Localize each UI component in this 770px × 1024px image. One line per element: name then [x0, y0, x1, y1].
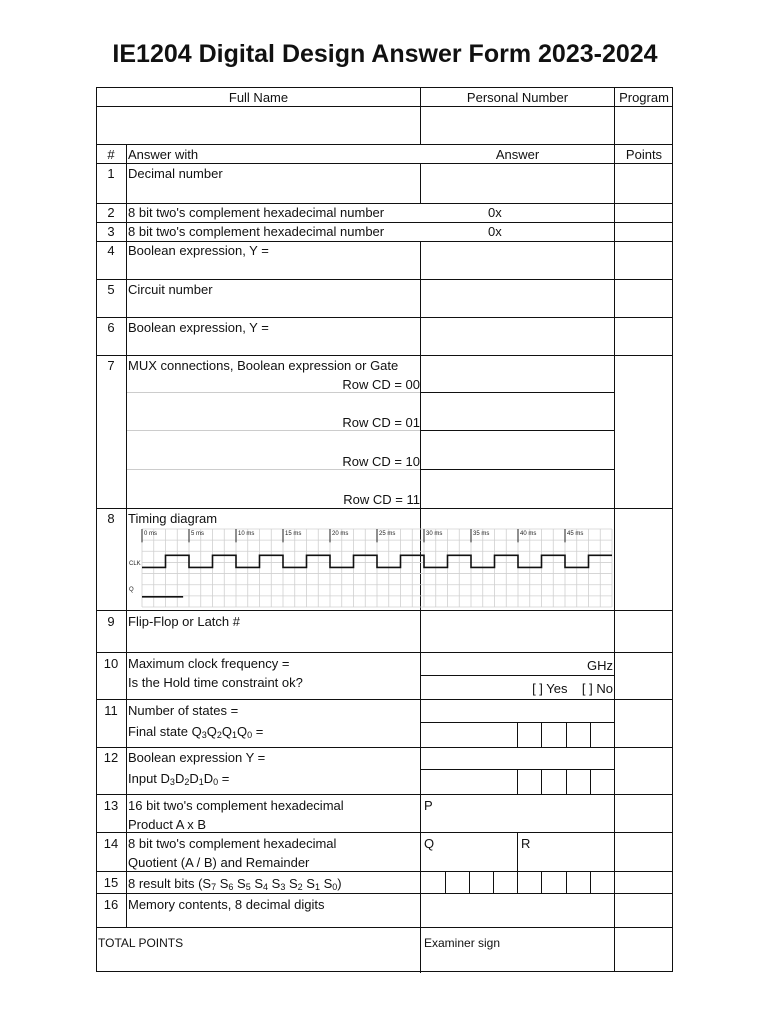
mux-subrow-rule	[127, 469, 420, 470]
row-label: Flip-Flop or Latch #	[128, 614, 240, 629]
v-rule	[541, 722, 542, 748]
h-rule	[420, 392, 615, 393]
v-rule	[126, 144, 127, 928]
v-rule	[590, 769, 591, 795]
h-rule	[96, 610, 673, 611]
h-rule	[420, 469, 615, 470]
h-rule	[96, 871, 673, 872]
time-tick-label: 30 ms	[426, 531, 443, 537]
row-label: 16 bit two's complement hexadecimal	[128, 798, 344, 813]
clk-waveform	[142, 555, 612, 567]
hex-prefix: 0x	[488, 224, 502, 239]
h-rule	[420, 675, 615, 676]
row-label: Boolean expression Y =	[128, 750, 266, 765]
mux-row-label: Row CD = 10	[342, 454, 420, 469]
row-number: 12	[103, 750, 119, 765]
v-rule	[541, 769, 542, 795]
row-number: 3	[107, 224, 115, 239]
h-rule	[96, 87, 673, 88]
v-rule	[517, 871, 518, 894]
h-rule	[96, 222, 673, 223]
field-p-label: P	[424, 798, 433, 813]
h-rule	[96, 699, 673, 700]
mux-row-label: Row CD = 01	[342, 415, 420, 430]
v-rule	[590, 722, 591, 748]
clk-label: CLK	[129, 561, 141, 567]
timing-diagram[interactable]	[128, 527, 614, 609]
time-tick-label: 5 ms	[191, 531, 205, 537]
h-rule	[96, 794, 673, 795]
v-rule	[493, 871, 494, 894]
hex-prefix: 0x	[488, 205, 502, 220]
v-rule	[590, 871, 591, 894]
h-rule	[96, 971, 673, 972]
field-r-label: R	[521, 836, 531, 851]
mux-row-label: Row CD = 11	[343, 492, 420, 507]
row-label: Timing diagram	[128, 511, 218, 526]
row-label: Number of states =	[128, 703, 239, 718]
points-column-header: Points	[625, 147, 663, 162]
row-label: Maximum clock frequency =	[128, 656, 290, 671]
v-rule	[445, 871, 446, 894]
timing-grid	[128, 527, 614, 609]
row-label: Boolean expression, Y =	[128, 243, 269, 258]
num-column-header: #	[107, 147, 115, 162]
program-field[interactable]	[615, 106, 672, 144]
row-number: 1	[107, 166, 115, 181]
h-rule	[96, 832, 673, 833]
v-rule	[517, 832, 518, 872]
time-tick-label: 35 ms	[473, 531, 490, 537]
row-number: 9	[107, 614, 115, 629]
h-rule	[96, 747, 673, 748]
row-label-2: Product A x B	[128, 817, 207, 832]
row-number: 8	[107, 511, 115, 526]
mux-subrow-rule	[127, 430, 420, 431]
v-rule	[469, 871, 470, 894]
v-rule	[566, 871, 567, 894]
h-rule	[96, 893, 673, 894]
time-tick-label: 45 ms	[567, 531, 584, 537]
row-number: 4	[107, 243, 115, 258]
h-rule	[96, 355, 673, 356]
answer-with-column-header: Answer with	[128, 147, 199, 162]
row-label: 8 bit two's complement hexadecimal	[128, 836, 337, 851]
h-rule	[96, 203, 673, 204]
full-name-header: Full Name	[228, 90, 289, 105]
page-title: IE1204 Digital Design Answer Form 2023-2024	[112, 40, 658, 68]
row-label: 8 bit two's complement hexadecimal number	[128, 224, 385, 239]
yes-no-options[interactable]: [ ] Yes [ ] No	[532, 681, 613, 696]
row-label-2: Input $D_3D_2D_1D_0$ =	[128, 771, 230, 787]
mux-subrow-rule	[127, 392, 420, 393]
row-number: 16	[103, 897, 119, 912]
total-points-label: TOTAL POINTS	[98, 936, 184, 950]
personal-number-field[interactable]	[421, 106, 614, 144]
row-label-2: Is the Hold time constraint ok?	[128, 675, 303, 690]
field-q-label: Q	[424, 836, 435, 851]
h-rule	[96, 317, 673, 318]
v-rule	[420, 163, 421, 204]
v-rule	[517, 722, 518, 748]
v-rule	[672, 87, 673, 972]
row-label: 8 result bits ($S_7$ $S_6$ $S_5$ $S_4$ $S_3$ $S_2$ $S_1$ $S_0$)	[128, 876, 342, 892]
row-number: 11	[104, 703, 118, 718]
row-label: Boolean expression, Y =	[128, 320, 269, 335]
program-header: Program	[619, 90, 669, 105]
mux-row-label: Row CD = 00	[342, 377, 420, 392]
row-number: 2	[107, 205, 115, 220]
row-number: 13	[103, 798, 119, 813]
v-rule	[541, 871, 542, 894]
row-number: 7	[107, 358, 115, 373]
row-label: Decimal number	[128, 166, 223, 181]
h-rule	[96, 508, 673, 509]
row-label: 8 bit two's complement hexadecimal number	[128, 205, 385, 220]
time-tick-label: 15 ms	[285, 531, 302, 537]
time-tick-label: 25 ms	[379, 531, 396, 537]
h-rule	[96, 279, 673, 280]
v-rule	[614, 87, 615, 972]
h-rule	[420, 430, 615, 431]
examiner-sign-label: Examiner sign	[424, 936, 501, 950]
ghz-unit: GHz	[587, 658, 613, 673]
answer-column-header: Answer	[495, 147, 540, 162]
time-tick-label: 0 ms	[144, 531, 158, 537]
time-tick-label: 20 ms	[332, 531, 349, 537]
h-rule	[96, 163, 673, 164]
row-number: 5	[107, 282, 115, 297]
h-rule	[96, 652, 673, 653]
row-number: 14	[103, 836, 119, 851]
v-rule	[566, 722, 567, 748]
full-name-field[interactable]	[97, 106, 420, 144]
row-number: 6	[107, 320, 115, 335]
h-rule	[96, 144, 673, 145]
time-tick-label: 40 ms	[520, 531, 537, 537]
v-rule	[517, 769, 518, 795]
h-rule	[96, 241, 673, 242]
row-label-2: Quotient (A / B) and Remainder	[128, 855, 310, 870]
time-tick-label: 10 ms	[238, 531, 255, 537]
h-rule	[96, 927, 673, 928]
row-number: 10	[103, 656, 119, 671]
personal-number-header: Personal Number	[466, 90, 569, 105]
row-label: Memory contents, 8 decimal digits	[128, 897, 325, 912]
row-label: MUX connections, Boolean expression or Gate	[128, 358, 399, 373]
row-label-2: Final state $Q_3Q_2Q_1Q_0$ =	[128, 724, 264, 740]
row-label: Circuit number	[128, 282, 213, 297]
row-number: 15	[103, 875, 119, 890]
q-label: Q	[129, 587, 134, 593]
v-rule	[566, 769, 567, 795]
